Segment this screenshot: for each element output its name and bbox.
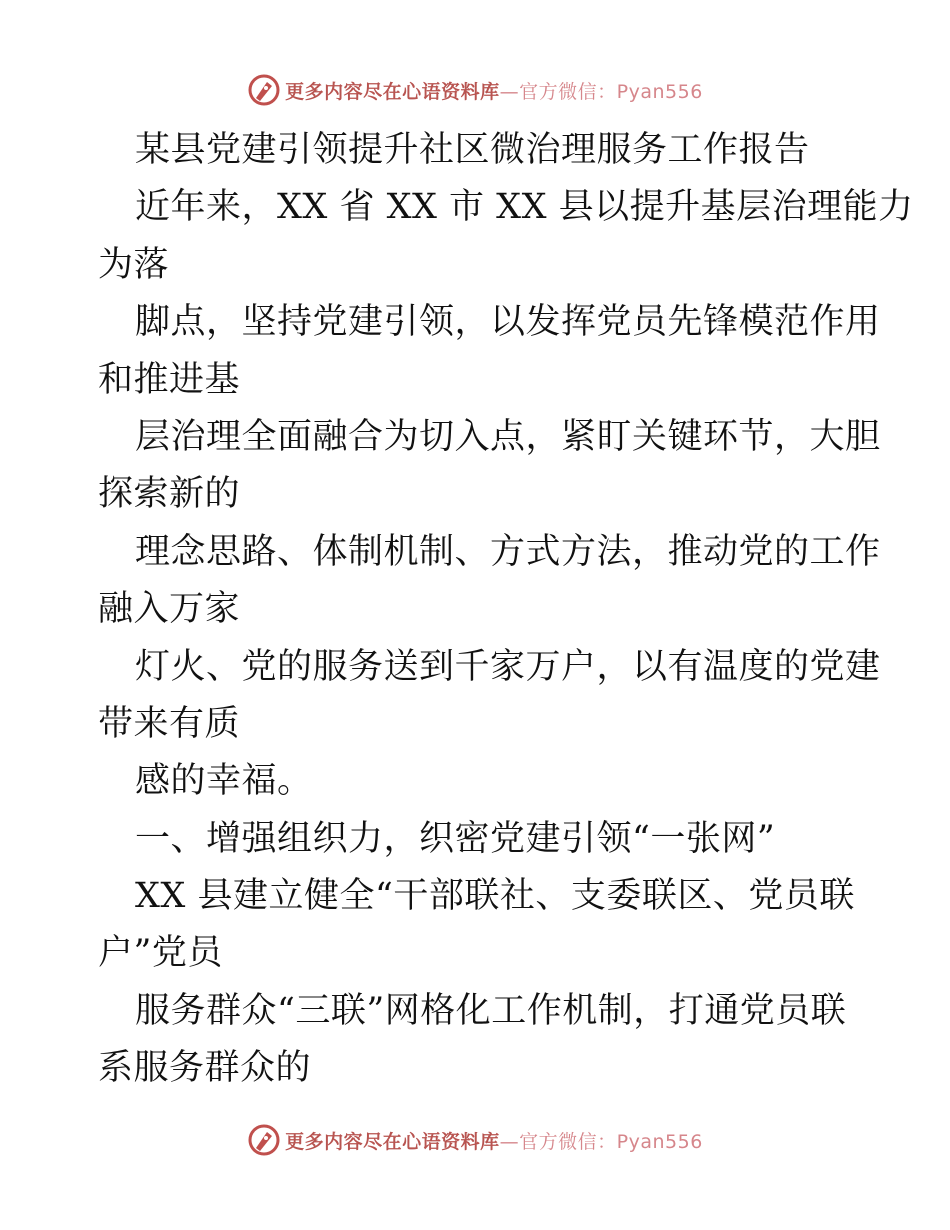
doc-line: 系服务群众的	[98, 1048, 312, 1089]
doc-line: 和推进基	[98, 359, 241, 400]
watermark-secondary-text: —官方微信：Pyan556	[499, 1130, 703, 1153]
doc-line: 感的幸福。	[135, 761, 313, 802]
footer-watermark-banner	[0, 1118, 950, 1162]
doc-line: 服务群众“三联”网格化工作机制，打通党员联	[135, 990, 847, 1031]
doc-line: 近年来，XX 省 XX 市 XX 县以提升基层治理能力	[135, 187, 914, 228]
watermark-primary-text: 更多内容尽在心语资料库	[285, 1130, 500, 1153]
doc-line: 灯火、党的服务送到千家万户，以有温度的党建	[135, 646, 881, 687]
pen-nib-circle-icon	[247, 1123, 281, 1157]
watermark-text	[285, 1127, 703, 1154]
doc-line: 带来有质	[98, 703, 241, 744]
doc-title: 某县党建引领提升社区微治理服务工作报告	[135, 130, 810, 170]
doc-line: 为落	[98, 244, 170, 285]
doc-line: XX 县建立健全“干部联社、支委联区、党员联	[135, 876, 855, 917]
watermark-secondary-text: —官方微信：Pyan556	[499, 80, 703, 103]
doc-line: 探索新的	[98, 474, 241, 515]
document-body	[98, 122, 914, 1098]
section-heading: 一、增强组织力，织密党建引领“一张网”	[135, 818, 776, 859]
doc-line: 脚点，坚持党建引领，以发挥党员先锋模范作用	[135, 302, 881, 343]
pen-nib-circle-icon	[247, 73, 281, 107]
watermark-text	[285, 77, 703, 104]
doc-line: 户”党员	[98, 933, 223, 974]
doc-line: 层治理全面融合为切入点，紧盯关键环节，大胆	[135, 416, 881, 457]
header-watermark-banner	[0, 68, 950, 112]
watermark-primary-text: 更多内容尽在心语资料库	[285, 80, 500, 103]
doc-line: 理念思路、体制机制、方式方法，推动党的工作	[135, 531, 881, 572]
doc-line: 融入万家	[98, 589, 241, 630]
